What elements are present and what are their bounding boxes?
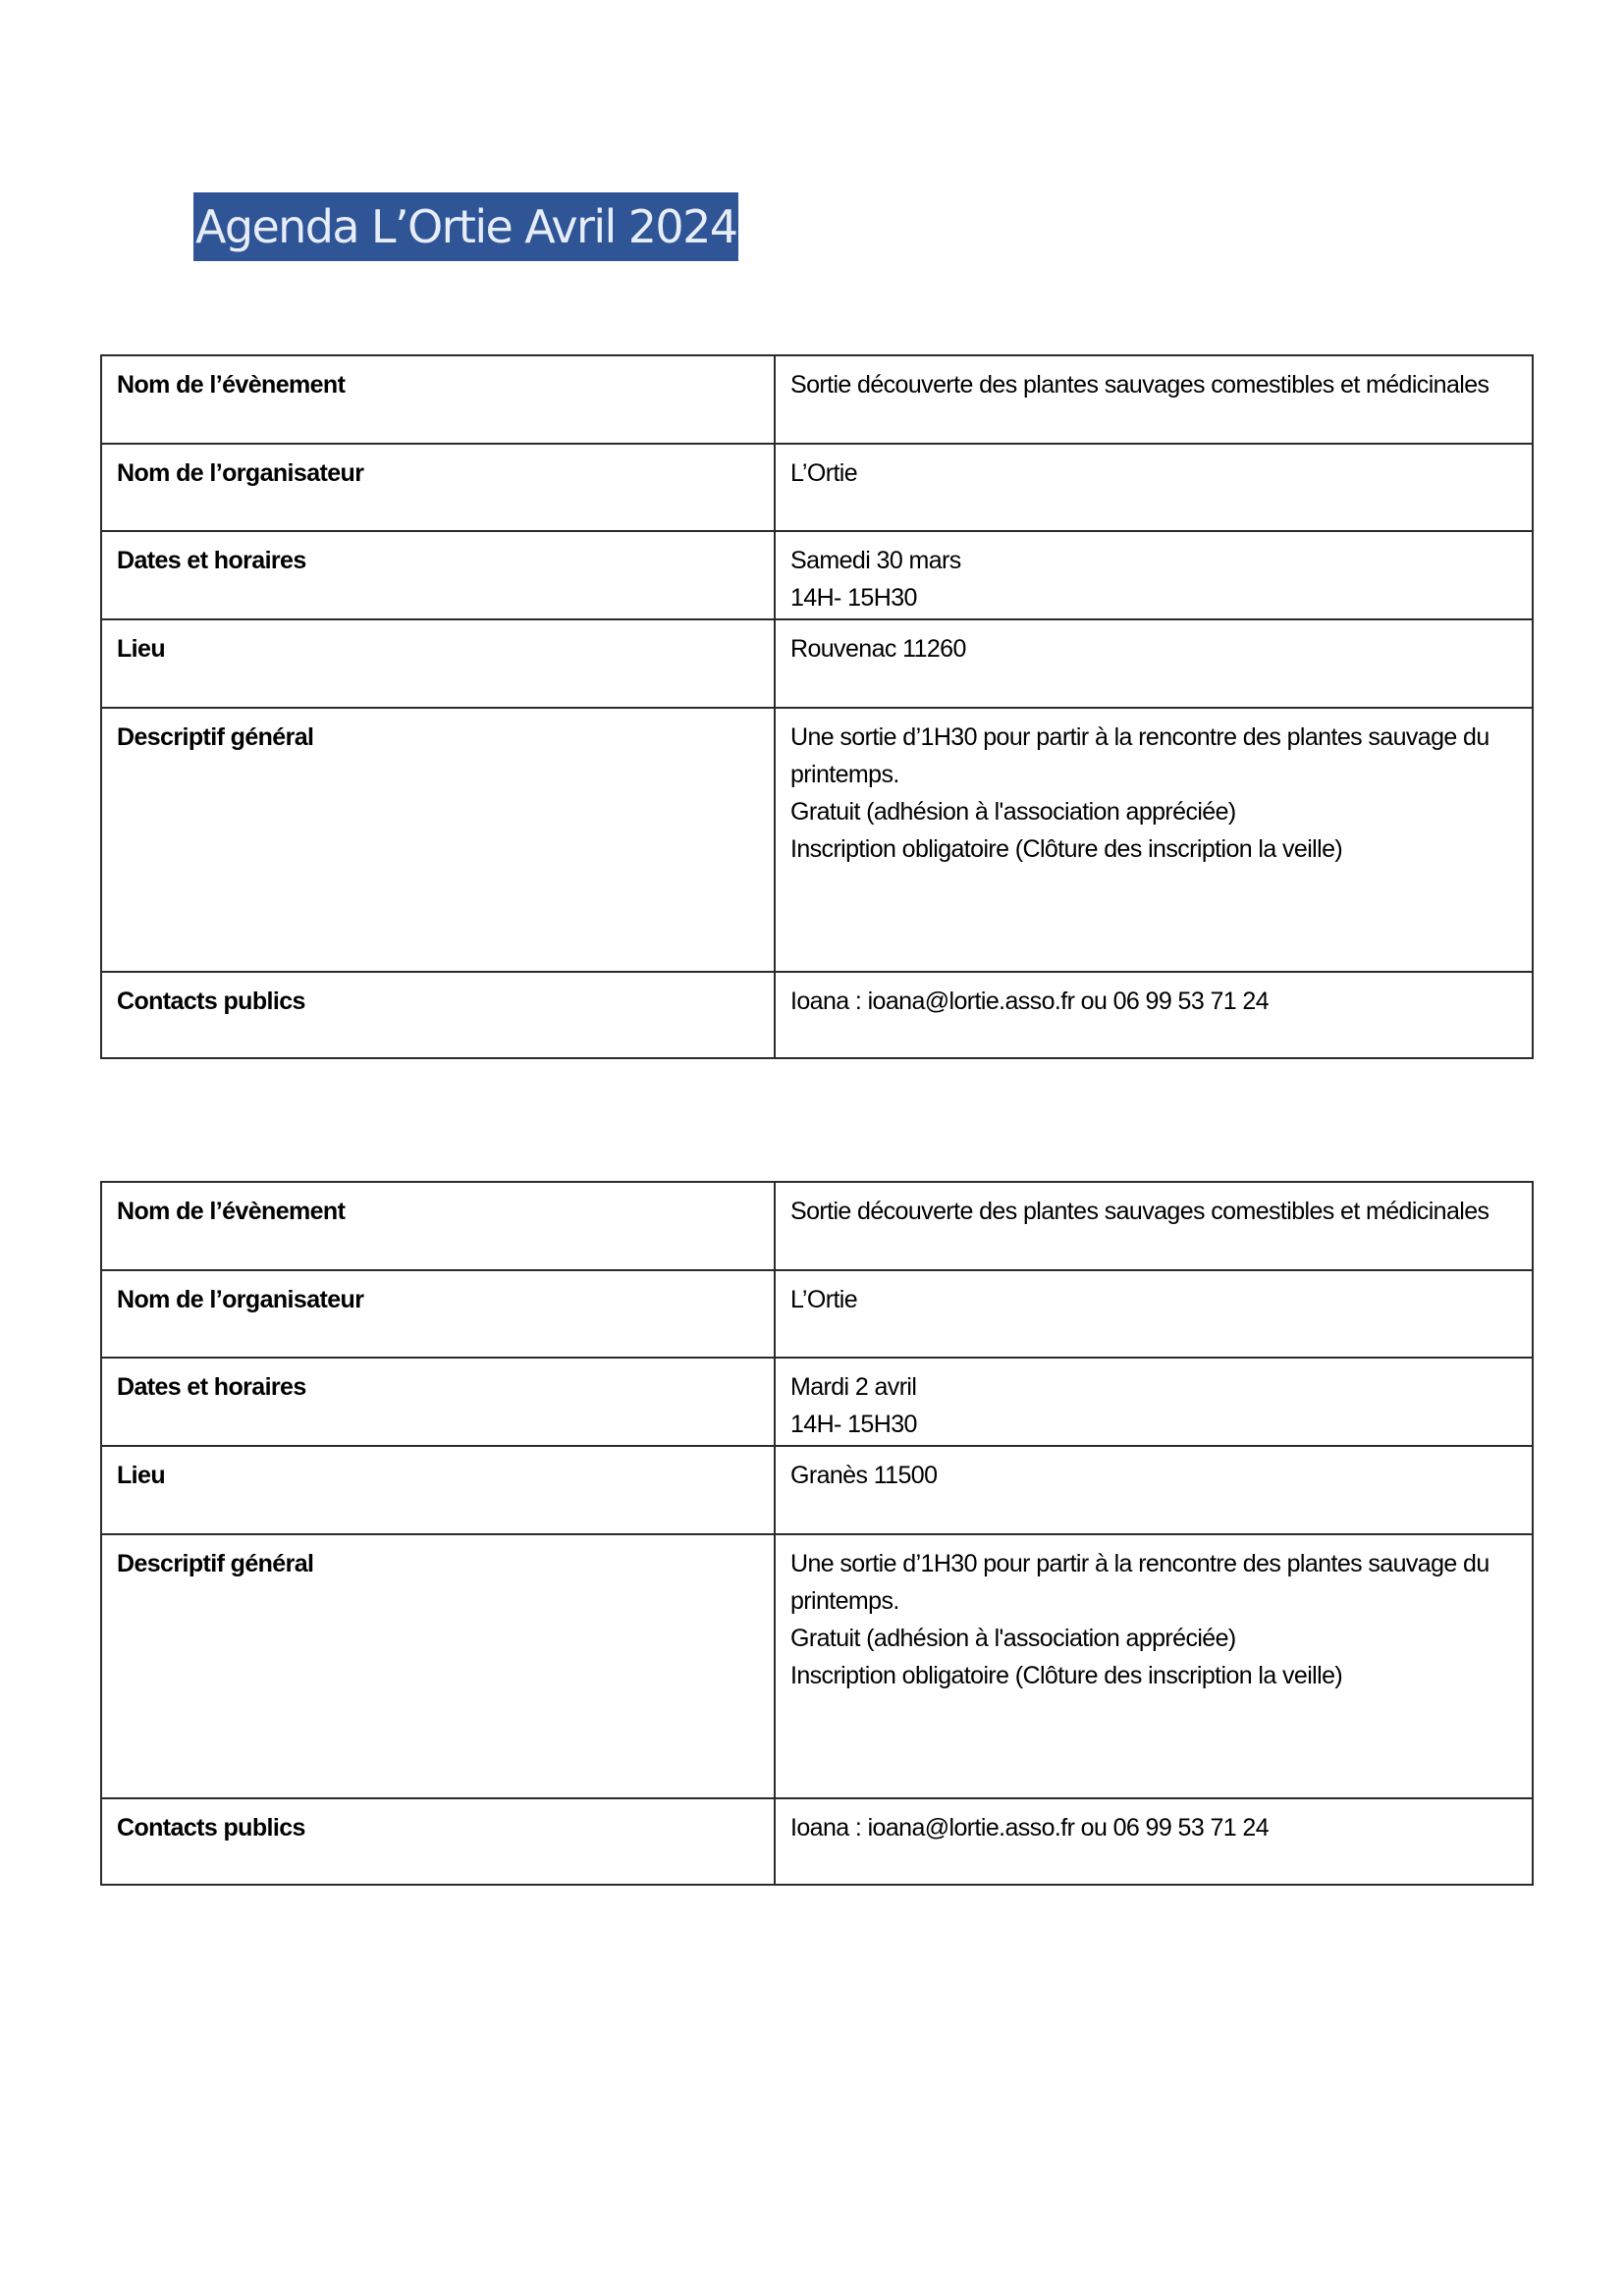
description-line: Gratuit (adhésion à l'association appréciée) xyxy=(790,798,1236,826)
value-event-name: Sortie découverte des plantes sauvages comestibles et médicinales xyxy=(775,1182,1533,1270)
label-event-name: Nom de l’évènement xyxy=(101,1182,775,1270)
label-description: Descriptif général xyxy=(101,1534,775,1798)
label-place: Lieu xyxy=(101,619,775,708)
event-date: Mardi 2 avril xyxy=(790,1373,917,1401)
value-description xyxy=(775,708,1533,972)
label-dates: Dates et horaires xyxy=(101,1358,775,1446)
value-organizer: L’Ortie xyxy=(775,1270,1533,1358)
table-row-contacts xyxy=(101,972,1533,1058)
description-line: Gratuit (adhésion à l'association appréciée) xyxy=(790,1625,1236,1652)
event-time: 14H- 15H30 xyxy=(790,1411,917,1438)
value-place: Granès 11500 xyxy=(775,1446,1533,1534)
value-place: Rouvenac 11260 xyxy=(775,619,1533,708)
event-date: Samedi 30 mars xyxy=(790,547,961,574)
label-place: Lieu xyxy=(101,1446,775,1534)
table-row-description xyxy=(101,708,1533,972)
label-contacts: Contacts publics xyxy=(101,972,775,1058)
event-time: 14H- 15H30 xyxy=(790,584,917,612)
label-dates: Dates et horaires xyxy=(101,531,775,619)
table-row-organizer xyxy=(101,444,1533,531)
label-organizer: Nom de l’organisateur xyxy=(101,1270,775,1358)
table-row-organizer xyxy=(101,1270,1533,1358)
table-row-place xyxy=(101,1446,1533,1534)
table-row-dates xyxy=(101,1358,1533,1446)
table-row-event-name xyxy=(101,1182,1533,1270)
description-line: Inscription obligatoire (Clôture des inscription la veille) xyxy=(790,835,1343,863)
event-table xyxy=(100,354,1534,1059)
description-line: Une sortie d’1H30 pour partir à la rencontre des plantes sauvage du printemps. xyxy=(790,723,1489,788)
label-organizer: Nom de l’organisateur xyxy=(101,444,775,531)
value-dates xyxy=(775,1358,1533,1446)
description-line: Une sortie d’1H30 pour partir à la rencontre des plantes sauvage du printemps. xyxy=(790,1550,1489,1615)
label-event-name: Nom de l’évènement xyxy=(101,355,775,444)
description-line: Inscription obligatoire (Clôture des inscription la veille) xyxy=(790,1662,1343,1689)
value-contacts: Ioana : ioana@lortie.asso.fr ou 06 99 53 71 24 xyxy=(775,972,1533,1058)
table-row-description xyxy=(101,1534,1533,1798)
table-row-place xyxy=(101,619,1533,708)
value-contacts: Ioana : ioana@lortie.asso.fr ou 06 99 53 71 24 xyxy=(775,1798,1533,1885)
value-description xyxy=(775,1534,1533,1798)
table-row-contacts xyxy=(101,1798,1533,1885)
value-organizer: L’Ortie xyxy=(775,444,1533,531)
page-title: Agenda L’Ortie Avril 2024 xyxy=(193,192,738,261)
event-table xyxy=(100,1181,1534,1886)
value-dates xyxy=(775,531,1533,619)
table-row-event-name xyxy=(101,355,1533,444)
label-contacts: Contacts publics xyxy=(101,1798,775,1885)
table-row-dates xyxy=(101,531,1533,619)
label-description: Descriptif général xyxy=(101,708,775,972)
value-event-name: Sortie découverte des plantes sauvages comestibles et médicinales xyxy=(775,355,1533,444)
